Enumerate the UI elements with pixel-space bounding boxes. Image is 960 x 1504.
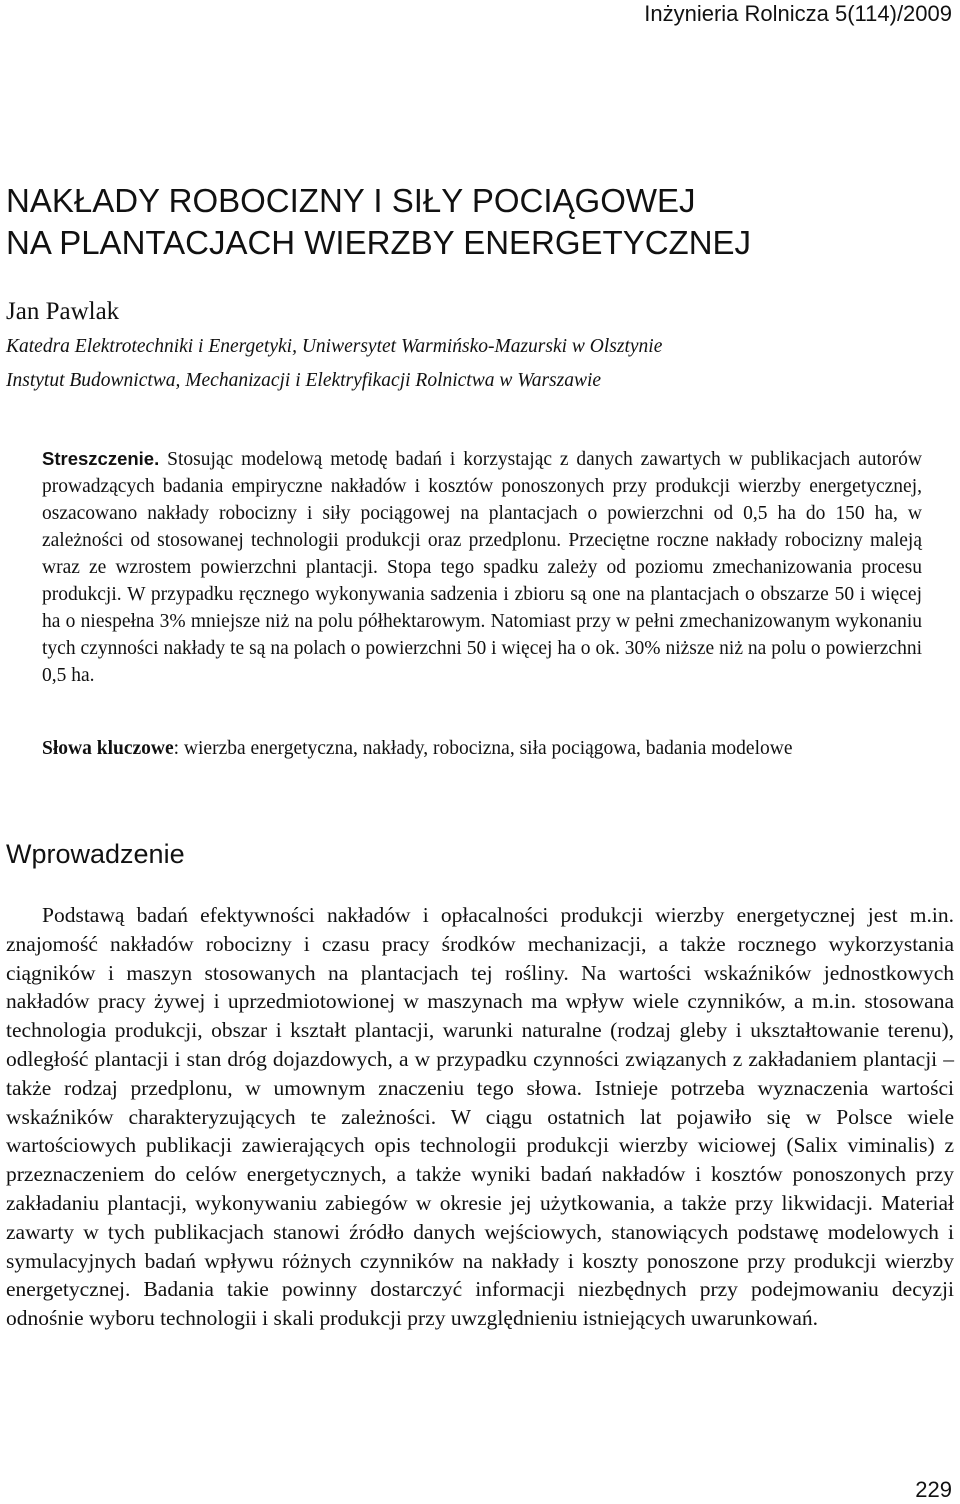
page-number: 229: [915, 1477, 952, 1502]
author-affiliations: [6, 330, 662, 398]
journal-header: Inżynieria Rolnicza 5(114)/2009: [644, 1, 952, 26]
introduction-paragraph: [6, 901, 954, 1333]
author-name: Jan Pawlak: [6, 298, 120, 325]
affiliation-1: Katedra Elektrotechniki i Energetyki, Uniwersytet Warmińsko-Mazurski w Olsztynie: [6, 336, 663, 357]
introduction-text: Podstawą badań efektywności nakładów i opłacalności produkcji wierzby energetycznej jest m.in. znajomość nakładów robocizny i czasu pracy środków mechanizacji, a także rocznego wykorzystania ciągników i maszyn stosowanych na plantacjach tej rośliny. Na wartości wskaźników jednostkowych nakładów pracy żywej i uprzedmiotowionej w maszynach ma wpływ wiele czynników, a m.in. stosowana technologia produkcji, obszar i kształt plantacji, warunki naturalne (rodzaj gleby i ukształtowanie terenu), odległość plantacji i stan dróg dojazdowych, a w przypadku czynności związanych z zakładaniem plantacji – także rodzaj przedplonu, w umownym znaczeniu tego słowa. Istnieje potrzeba wyznaczenia wartości wskaźników charakteryzujących te zależności. W ciągu ostatnich lat pojawiło się w Polsce wiele wartościowych publikacji zawierających opis technologii produkcji wierzby wiciowej (Salix viminalis) z przeznaczeniem do celów energetycznych, a także wyniki badań nakładów i kosztów ponoszonych przy zakładaniu plantacji, wykonywaniu zabiegów w okresie jej użytkowania, a także przy likwidacji. Materiał zawarty w tych publikacjach stanowi źródło danych wejściowych, stanowiących podstawę modelowych i symulacyjnych badań wpływu różnych czynników na nakłady i koszty ponoszone przy produkcji wierzby energetycznej. Badania takie powinny dostarczyć informacji niezbędnych przy podejmowaniu decyzji odnośnie wyboru technologii i skali produkcji przy uwzględnieniu istniejących uwarunkowań.: [6, 903, 954, 1331]
keywords-text: : wierzba energetyczna, nakłady, robocizna, siła pociągowa, badania modelowe: [173, 738, 793, 759]
keywords-paragraph: [42, 733, 922, 765]
abstract-text: Stosując modelową metodę badań i korzystając z danych zawartych w publikacjach autorów prowadzących badania empiryczne nakładów i kosztów ponoszonych przy produkcji wierzby energetycznej, oszacowano nakłady robocizny i siły pociągowej na plantacjach o powierzchni od 0,5 ha do 150 ha, w zależności od stosowanej technologii produkcji oraz przedplonu. Przeciętne roczne nakłady robocizny maleją wraz ze wzrostem powierzchni plantacji. Stopa tego spadku zależy od poziomu zmechanizowania procesu produkcji. W przypadku ręcznego wykonywania sadzenia i zbioru są one na plantacjach o obszarze 50 i więcej ha o niespełna 3% mniejsze niż na polu półhektarowym. Natomiast przy w pełni zmechanizowanym wykonaniu tych czynności nakłady te są na polach o powierzchni 50 i więcej ha o ok. 30% niższe niż na polu o powierzchni 0,5 ha.: [42, 449, 923, 686]
abstract-label: Streszczenie.: [42, 448, 160, 469]
section-heading-introduction: Wprowadzenie: [6, 839, 185, 869]
keywords-label: Słowa kluczowe: [42, 738, 174, 759]
article-title-line-1: NAKŁADY ROBOCIZNY I SIŁY POCIĄGOWEJ: [6, 182, 696, 219]
article-title-line-2: NA PLANTACJACH WIERZBY ENERGETYCZNEJ: [6, 224, 752, 261]
affiliation-2: Instytut Budownictwa, Mechanizacji i Elektryfikacji Rolnictwa w Warszawie: [6, 370, 602, 391]
article-title: [6, 180, 946, 264]
abstract-paragraph: [42, 445, 922, 689]
